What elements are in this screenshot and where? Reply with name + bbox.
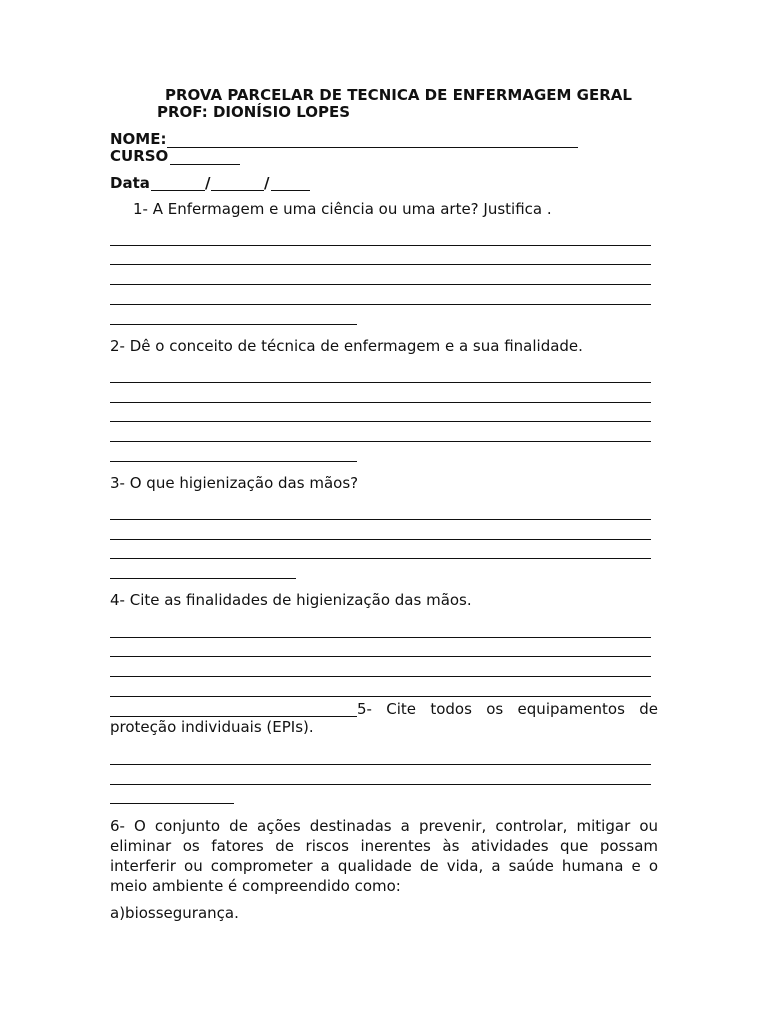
answer-line[interactable] xyxy=(110,764,651,765)
answer-line[interactable] xyxy=(110,676,651,677)
professor-name: PROF: DIONÍSIO LOPES xyxy=(157,103,351,121)
answer-line[interactable] xyxy=(110,304,651,305)
curso-blank[interactable] xyxy=(170,164,240,165)
curso-label: CURSO xyxy=(110,147,169,165)
nome-blank[interactable] xyxy=(167,147,578,148)
data-separator: / xyxy=(264,174,270,192)
answer-line[interactable] xyxy=(110,656,651,657)
nome-label: NOME: xyxy=(110,130,167,148)
answer-line[interactable] xyxy=(110,716,357,717)
answer-line[interactable] xyxy=(110,402,651,403)
data-month-blank[interactable] xyxy=(211,190,264,191)
answer-line[interactable] xyxy=(110,284,651,285)
question-5-line-1: 5- Cite todos os equipamentos de xyxy=(357,700,658,718)
data-day-blank[interactable] xyxy=(151,190,205,191)
answer-line[interactable] xyxy=(110,441,651,442)
answer-line[interactable] xyxy=(110,519,651,520)
answer-line[interactable] xyxy=(110,578,296,579)
exam-title: PROVA PARCELAR DE TECNICA DE ENFERMAGEM GERAL xyxy=(165,86,632,104)
question-5-line-2: proteção individuais (EPIs). xyxy=(110,718,314,736)
answer-line[interactable] xyxy=(110,696,651,697)
answer-line[interactable] xyxy=(110,637,651,638)
answer-line[interactable] xyxy=(110,264,651,265)
answer-line[interactable] xyxy=(110,245,651,246)
answer-line[interactable] xyxy=(110,382,651,383)
answer-line[interactable] xyxy=(110,558,651,559)
data-separator: / xyxy=(205,174,211,192)
answer-line[interactable] xyxy=(110,784,651,785)
question-6: 6- O conjunto de ações destinadas a prevenir, controlar, mitigar ou eliminar os fatores de riscos inerentes às atividades que possam interferir ou comprometer a qualidade de vida, a saúde humana e o meio ambiente é compreendido como: xyxy=(110,817,658,895)
answer-line[interactable] xyxy=(110,803,234,804)
answer-line[interactable] xyxy=(110,539,651,540)
question-3: 3- O que higienização das mãos? xyxy=(110,474,359,492)
question-6-option-a: a)biossegurança. xyxy=(110,904,239,922)
answer-line[interactable] xyxy=(110,461,357,462)
question-2: 2- Dê o conceito de técnica de enfermagem e a sua finalidade. xyxy=(110,337,583,355)
question-1: 1- A Enfermagem e uma ciência ou uma arte? Justifica . xyxy=(133,200,552,218)
data-year-blank[interactable] xyxy=(271,190,310,191)
data-label: Data xyxy=(110,174,150,192)
answer-line[interactable] xyxy=(110,421,651,422)
answer-line[interactable] xyxy=(110,324,357,325)
question-4: 4- Cite as finalidades de higienização das mãos. xyxy=(110,591,472,609)
